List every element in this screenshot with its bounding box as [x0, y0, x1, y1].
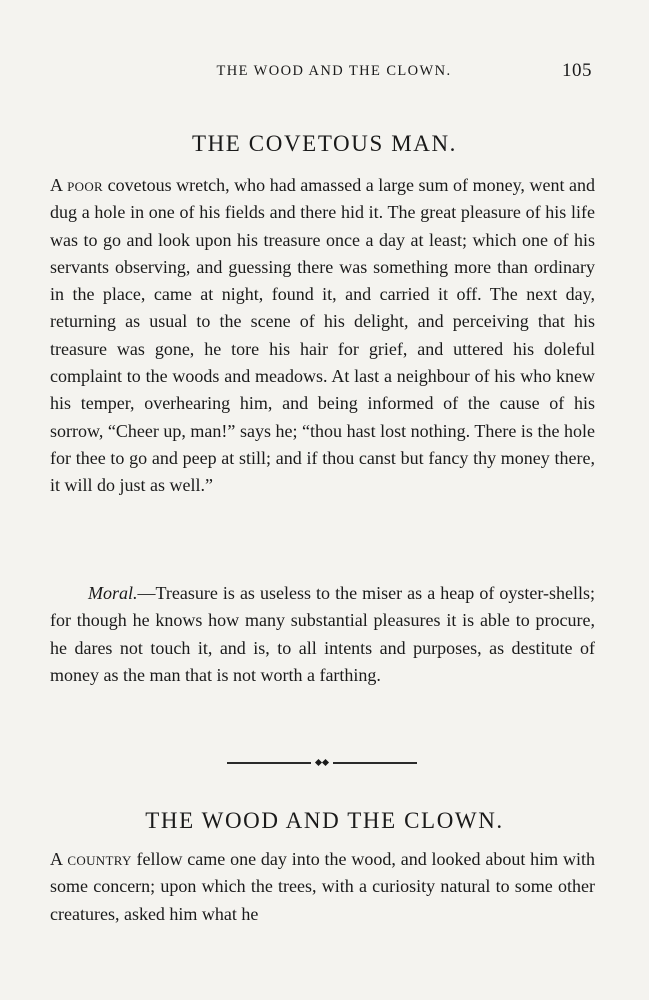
fable-title-wood-and-clown: THE WOOD AND THE CLOWN. [145, 808, 504, 833]
running-head [48, 60, 596, 84]
page-number: 105 [562, 60, 592, 81]
moral-label: Moral. [88, 583, 138, 603]
fable-lead-words: A country [50, 849, 132, 869]
fable-moral-covetous-man [50, 580, 595, 689]
fable-body-covetous-man [50, 172, 595, 500]
divider-rule-left [227, 762, 311, 764]
diamond-ornament-icon [313, 759, 331, 767]
divider-rule-right [333, 762, 417, 764]
fable-lead-words: A poor [50, 175, 104, 195]
moral-text: —Treasure is as useless to the miser as a heap of oyster-shells; for though he knows how many substantial pleasures it is able to procure, he dares not touch it, and is, to all intents and purposes, as destitute of money as the man that is not worth a farthing. [50, 583, 595, 685]
fable-body-text: covetous wretch, who had amassed a large sum of money, went and dug a hole in one of his fields and there hid it. The great pleasure of his life was to go and look upon his treasure once a day at least; which one of his servants observing, and guessing there was something more than ordinary in the place, came at night, found it, and carried it off. The next day, returning as usual to the scene of his delight, and perceiving that his treasure was gone, he tore his hair for grief, and uttered his doleful complaint to the woods and meadows. At last a neighbour of his who knew his temper, overhearing him, and being informed of the cause of his sorrow, “Cheer up, man!” says he; “thou hast lost nothing. There is the hole for thee to go and peep at still; and if thou canst but fancy thy money there, it will do just as well.” [50, 175, 595, 496]
running-head-title: THE WOOD AND THE CLOWN. [216, 63, 452, 79]
fable-title-covetous-man: THE COVETOUS MAN. [191, 131, 458, 156]
fable-body-wood-and-clown [50, 846, 595, 928]
fable-body-text: fellow came one day into the wood, and looked about him with some concern; upon which the trees, with a curiosity natural to some other creatures, asked him what he [50, 849, 595, 924]
section-divider-ornament [227, 756, 417, 770]
